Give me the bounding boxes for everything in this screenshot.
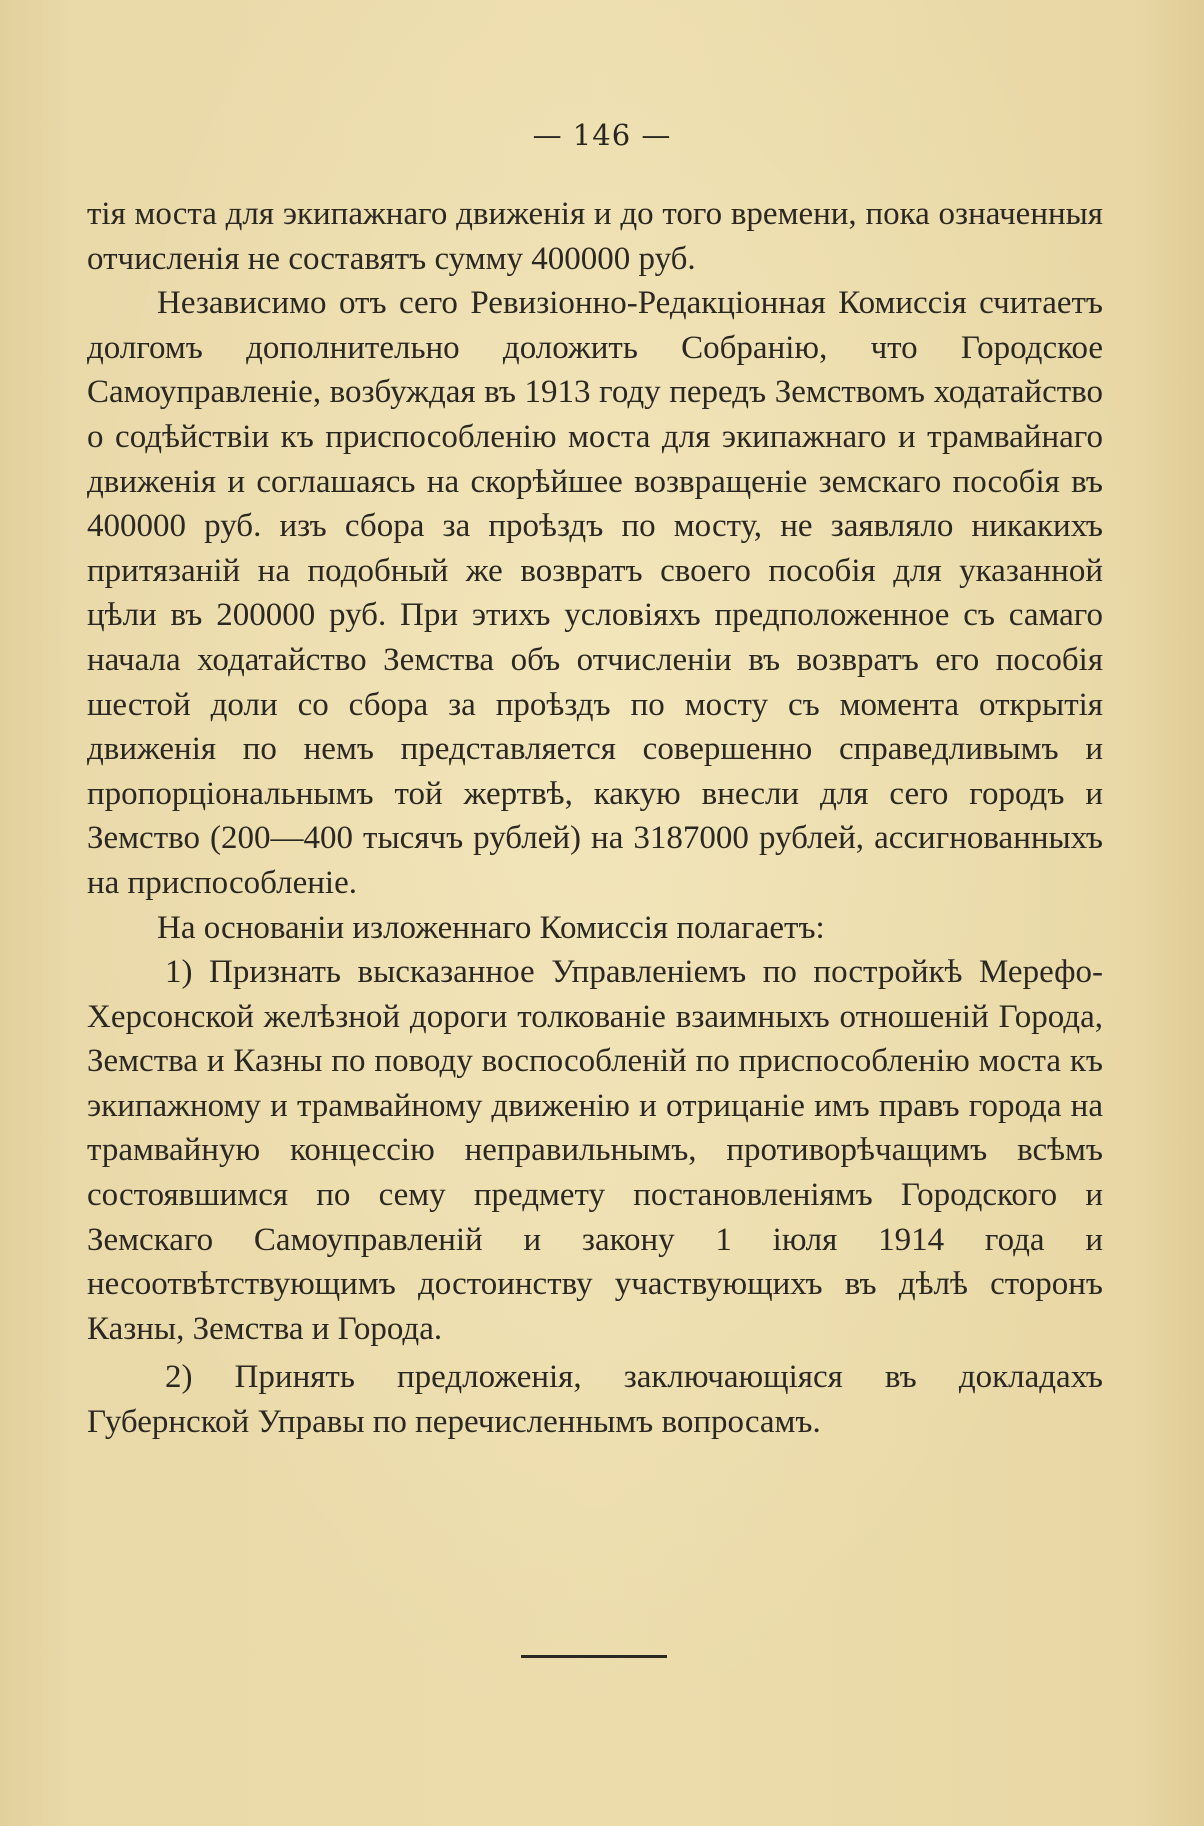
end-rule-divider [521, 1655, 667, 1658]
paragraph-commission-report: Независимо отъ сего Ревизіонно-Редакціонная Комиссія считаетъ долгомъ дополнительно доложить Собранію, что Городское Самоуправленіе, возбуждая въ 1913 году передъ Земствомъ ходатайство о содѣйствіи къ приспособленію моста для экипажнаго и трамвайнаго движенія и соглашаясь на скорѣйшее возвращеніе земскаго пособія въ 400000 руб. изъ сбора за проѣздъ по мосту, не заявляло никакихъ притязаній на подобный же возвратъ своего пособія для указанной цѣли въ 200000 руб. При этихъ условіяхъ предположенное съ самаго начала ходатайство Земства объ отчисленіи въ возвратъ его пособія шестой доли со сбора за проѣздъ по мосту съ момента открытія движенія по немъ представляется совершенно справедливымъ и пропорціональнымъ той жертвѣ, какую внесли для сего городъ и Земство (200—400 тысячъ рублей) на 3187000 рублей, ассигнованныхъ на приспособленіе. [87, 285, 1103, 901]
paragraph-conclusion-intro: На основаніи изложеннаго Комиссія полагаетъ: [157, 909, 825, 946]
page-number: — 146 — [532, 118, 672, 152]
body-text [87, 192, 1103, 1445]
paragraph-continuation: тія моста для экипажнаго движенія и до того времени, пока означенныя отчисленія не составятъ сумму 400000 руб. [87, 196, 1103, 277]
resolution-item-2: 2) Принять предложенія, заключающіяся въ докладахъ Губернской Управы по перечисленнымъ вопросамъ. [87, 1359, 1103, 1441]
resolution-item-1: 1) Признать высказанное Управленіемъ по постройкѣ Мерефо-Херсонской желѣзной дороги толкованіе взаимныхъ отношеній Города, Земства и Казны по поводу воспособленій по приспособленію моста къ экипажному и трамвайному движенію и отрицаніе имъ правъ города на трамвайную концессію неправильнымъ, противорѣчащимъ всѣмъ состоявшимся по сему предмету постановленіямъ Городского и Земскаго Самоуправленій и закону 1 іюля 1914 года и несоотвѣтствующимъ достоинству участвующихъ въ дѣлѣ сторонъ Казны, Земства и Города. [87, 954, 1103, 1347]
